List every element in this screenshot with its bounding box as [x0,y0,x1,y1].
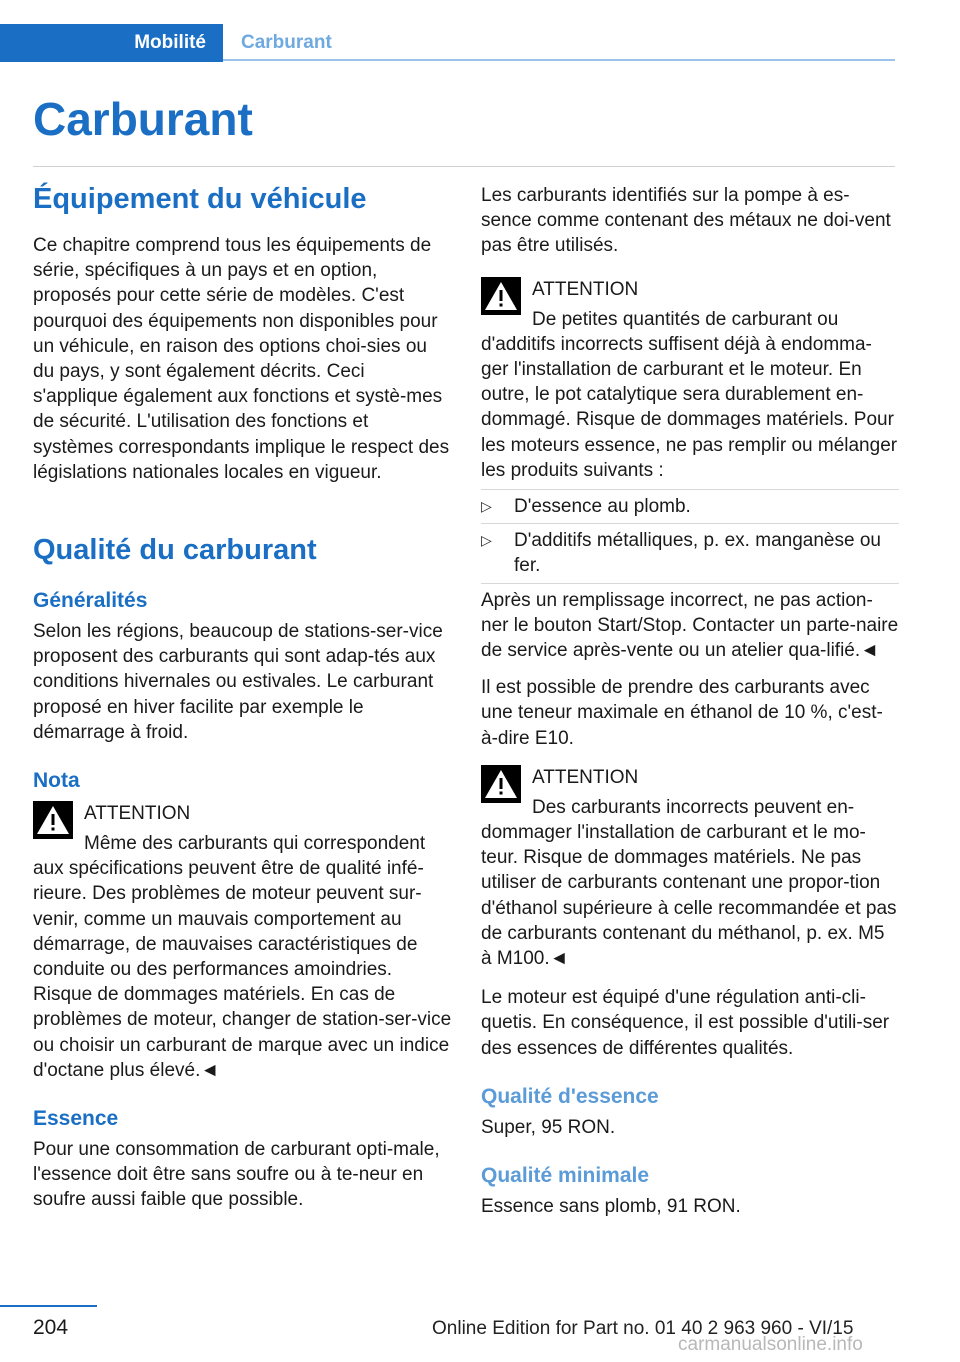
knock-text: Le moteur est équipé d'une régulation anti-cli-quetis. En conséquence, il est possible d'utili-ser des essences de différentes qualités. [481,987,890,1059]
list-item [481,494,899,519]
page-title: Carburant [33,93,253,145]
list-divider [481,583,899,584]
bullet-list [481,528,899,578]
title-divider [33,166,895,167]
equipment-text: Ce chapitre comprend tous les équipements de série, spécifiques à un pays et en option, proposés pour cette série de modèles. C'est pourquoi des équipements non disponibles pour un véhicule, en raison des options choi-sies ou du pays, y sont également décrits. Ceci s'applique également aux fonctions et systè-mes de sécurité. L'utilisation des fonctions et systèmes correspondants implique le respect des législations nationales locales en vigueur. [33,235,450,483]
subheading-minimum-grade: Qualité minimale [481,1164,650,1188]
warning-text: Des carburants incorrects peuvent en-dommager l'installation de carburant et le mo-teur. Risque de dommages matériels. Ne pas utiliser de carburants contenant une propor-tion d'éthanol supérieure à celle recommandée et pas de carburants contenant du méthanol, p. ex. M5 à M100.◄ [481,796,897,970]
section-heading-equipment: Équipement du véhicule [33,183,367,215]
triangle-right-icon: ▷ [481,532,492,549]
subheading-nota: Nota [33,769,80,793]
warning-label: ATTENTION [84,803,191,825]
minimum-grade-text: Essence sans plomb, 91 RON. [481,1196,741,1218]
footer-divider [0,1305,97,1307]
nota-warning [33,801,453,1083]
metals-text: Les carburants identifiés sur la pompe à es-sence comme contenant des métaux ne doi-vent pas être utilisés. [481,185,891,257]
watermark: carmanualsonline.info [678,1334,863,1355]
essence-text: Pour une consommation de carburant opti-male, l'essence doit être sans soufre ou à te-neur en soufre aussi faible que possible. [33,1139,440,1211]
subheading-fuel-grade: Qualité d'essence [481,1084,659,1108]
triangle-right-icon: ▷ [481,498,492,515]
warning-text: De petites quantités de carburant ou d'additifs incorrects suffisent déjà à endomma-ger l'installation de carburant et le moteur. En outre, le pot catalytique sera durablement en-dommagé. Risque de dommages matériels. Pour les moteurs essence, ne pas remplir ou mélanger les produits suivants : [481,308,898,481]
subheading-general: Généralités [33,589,148,613]
list-divider [481,489,899,490]
warning-text: Même des carburants qui correspondent aux spécifications peuvent être de qualité infé-rieure. Des problèmes de moteur peuvent sur-venir, comme un mauvais comportement au démarrage, de mauvaises caractéristiques de conduite ou des performances amoindries. Risque de dommages matériels. En cas de problèmes de moteur, changer de station-ser-vice ou choisir un carburant de marque avec un indice d'octane plus élevé.◄ [33,833,452,1081]
list-item-text: D'additifs métalliques, p. ex. manganèse ou fer. [514,530,881,577]
left-column [33,178,453,1213]
header-divider [223,59,895,61]
warning-triangle-icon [33,801,73,839]
warning-triangle-icon [481,765,521,803]
warning-triangle-icon [481,277,521,315]
subheading-essence: Essence [33,1107,119,1131]
general-text: Selon les régions, beaucoup de stations-ser-vice proposent des carburants qui sont adap-tés aux conditions hivernales ou estivales. Le carburant proposé en hiver facilite par exemple le démarrage à froid. [33,621,443,743]
ethanol-text: Il est possible de prendre des carburants avec une teneur maximale en éthanol de 10 %, c'est-à-dire E10. [481,677,883,749]
bullet-list [481,494,899,519]
warning-label: ATTENTION [532,766,639,788]
warning-1 [481,277,899,483]
list-divider [481,523,899,524]
list-item-text: D'essence au plomb. [514,496,691,518]
tab-carburant[interactable]: Carburant [241,32,332,53]
warning-2 [481,765,899,971]
fuel-grade-text: Super, 95 RON. [481,1116,616,1138]
tab-mobilite[interactable]: Mobilité [0,24,223,62]
edition-text: Online Edition for Part no. 01 40 2 963 960 - VI/15 [432,1318,854,1339]
page-number: 204 [33,1316,69,1339]
list-item [481,528,899,578]
header-tabbar [0,24,895,62]
after-refuel-text: Après un remplissage incorrect, ne pas action-ner le bouton Start/Stop. Contacter un parte-naire de service après-vente ou un atelier qua-lifié.◄ [481,589,899,662]
right-column [481,183,899,1219]
section-heading-fuel-quality: Qualité du carburant [33,534,317,567]
warning-label: ATTENTION [532,278,639,300]
